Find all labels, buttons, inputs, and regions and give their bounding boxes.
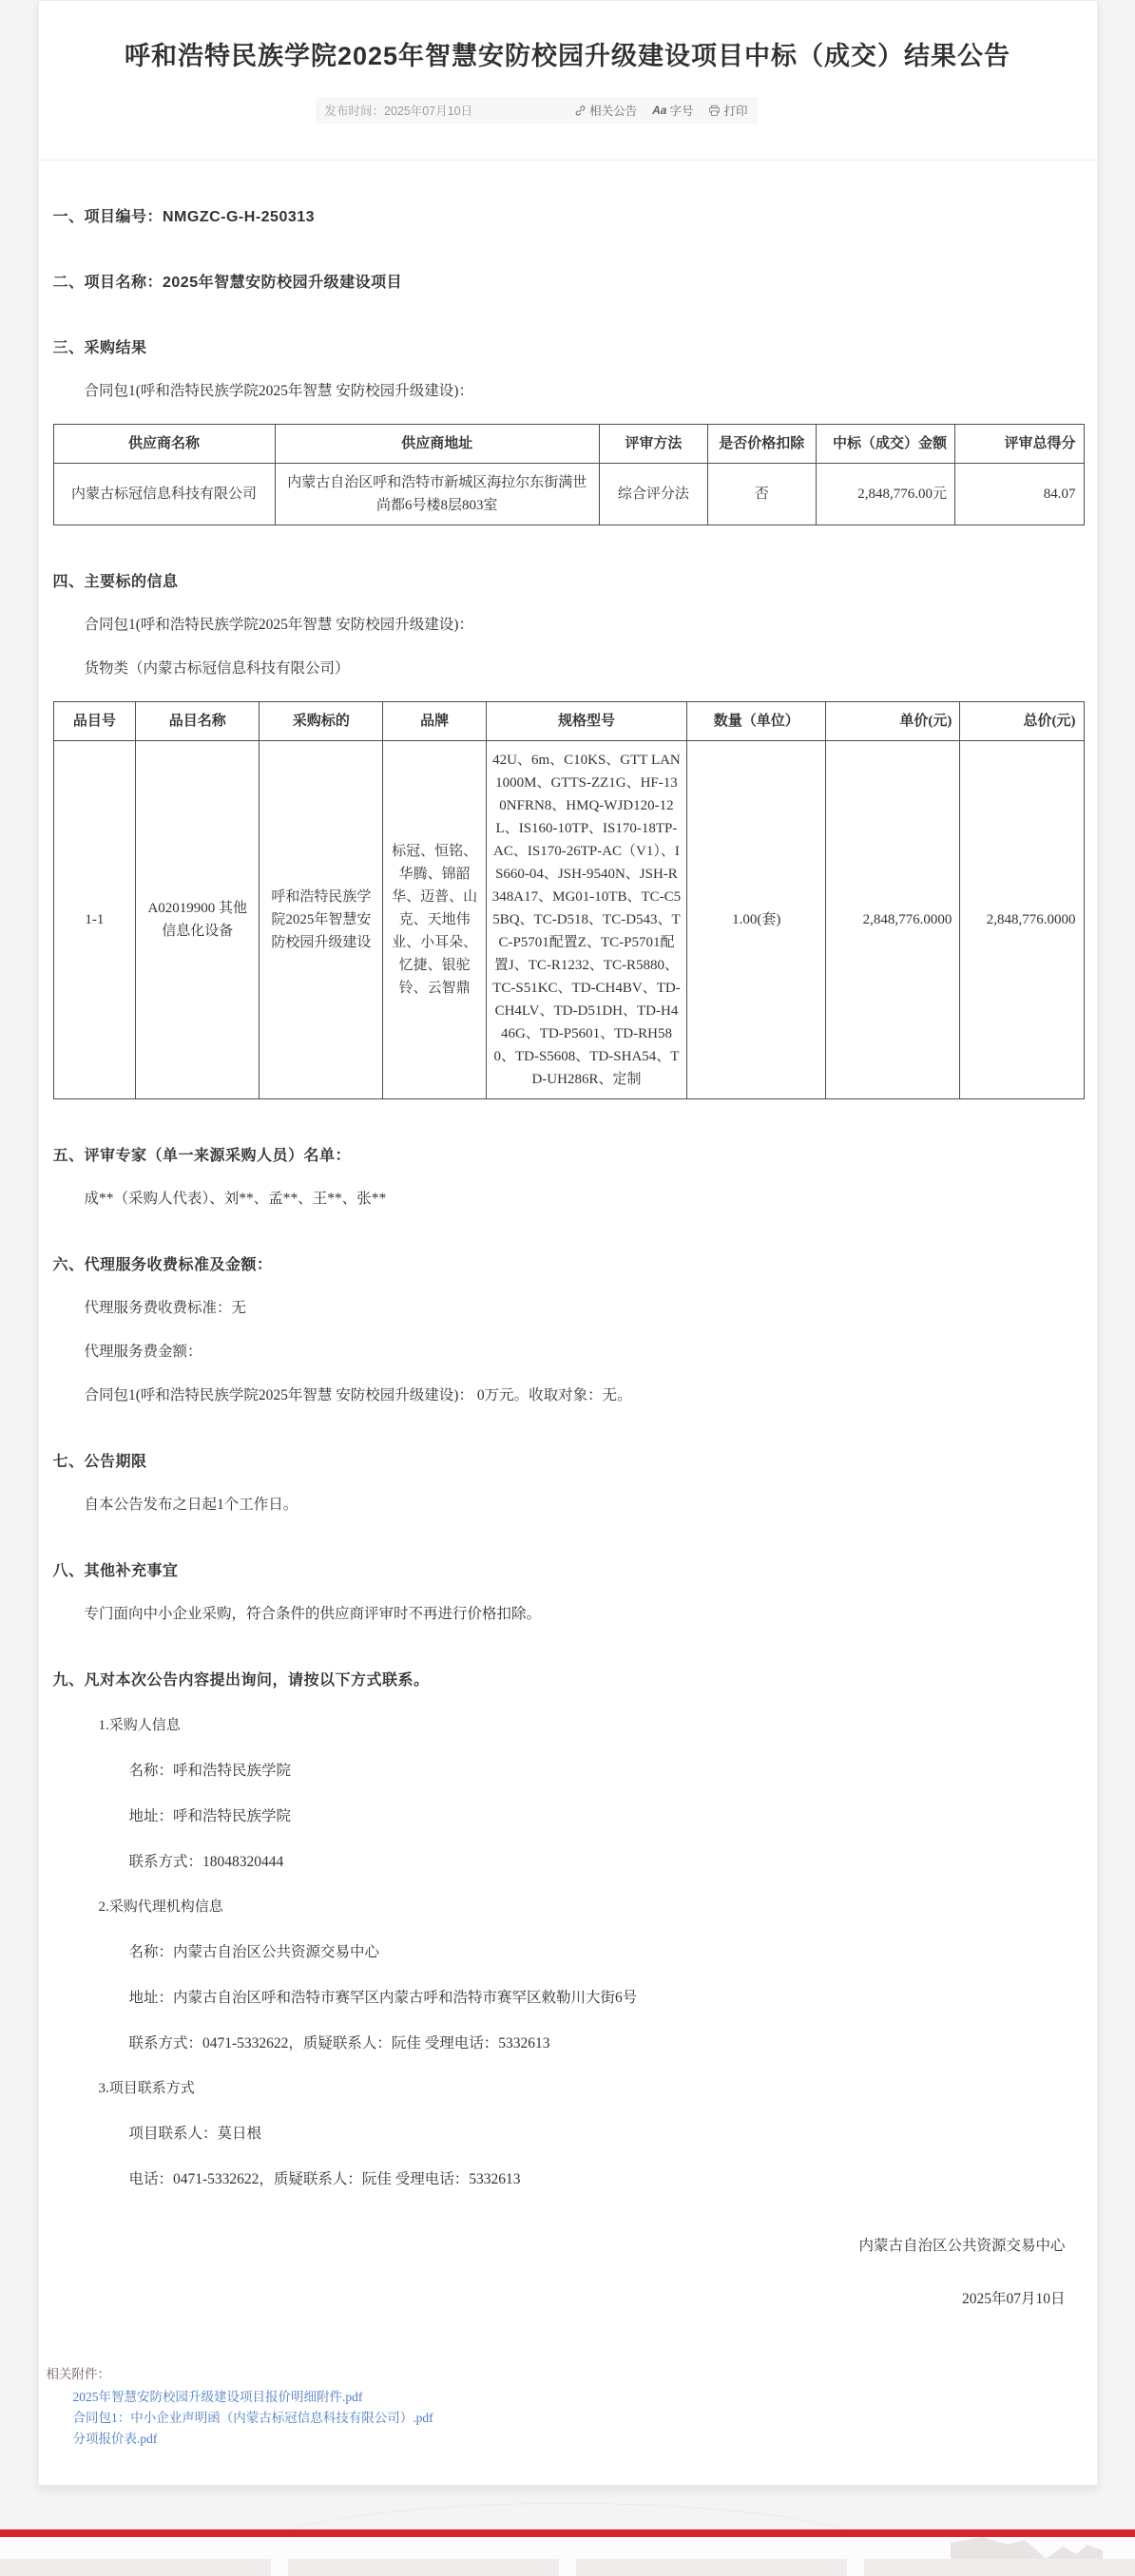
col-item-no: 品目号 <box>53 702 136 741</box>
attachments-label: 相关附件： <box>46 2367 110 2381</box>
purchaser-phone: 联系方式：18048320444 <box>128 1854 284 1870</box>
spec-model-cell: 42U、6m、C10KS、GTT LAN1000M、GTTS-ZZ1G、HF-130NFRN8、HMQ-WJD120-12L、IS160-10TP、IS170-18TP-AC、IS170-26TP-AC（V1）、IS660-04、JSH-9540N、JSH-R348A17、MG01-10TB、TC-C55BQ、TC-D518、TC-D543、TC-P5701配置Z、TC-P5701配置J、TC-R1232、TC-R5880、TC-S51KC、TD-CH4BV、TD-CH4LV、TD-D51DH、TD-H446G、TD-P5601、TD-RH580、TD-S5608、TD-SHA54、TD-UH286R、定制 <box>486 741 686 1099</box>
col-spec-model: 规格型号 <box>486 702 686 741</box>
col-subject: 采购标的 <box>260 702 383 741</box>
font-size-label: 字号 <box>669 105 694 118</box>
review-score-cell: 84.07 <box>954 464 1084 525</box>
signature-org: 内蒙古自治区公共资源交易中心 <box>858 2238 1066 2254</box>
purchaser-address: 地址：呼和浩特民族学院 <box>128 1808 292 1824</box>
related-notices-link[interactable] <box>574 102 637 119</box>
publish-time: 发布时间：2025年07月10日 <box>324 105 473 118</box>
col-review-score: 评审总得分 <box>954 425 1084 464</box>
agency-fee-package-line: 合同包1(呼和浩特民族学院2025年智慧 安防校园升级建设)： 0万元。收取对象：无。 <box>84 1387 632 1403</box>
main-subject-table <box>53 701 1085 1099</box>
agency-info-title: 2.采购代理机构信息 <box>98 1899 223 1915</box>
printer-icon <box>708 105 721 117</box>
review-method-cell: 综合评分法 <box>600 464 708 525</box>
col-supplier-name: 供应商名称 <box>53 425 275 464</box>
footer-column-block <box>864 2559 1135 2576</box>
header-divider <box>39 160 1097 161</box>
table-row <box>53 741 1084 1099</box>
attachments-section <box>39 2363 1097 2447</box>
agency-name: 名称：内蒙古自治区公共资源交易中心 <box>128 1944 380 1960</box>
section-heading-project-number: 一、项目编号：NMGZC-G-H-250313 <box>52 209 316 225</box>
table-row <box>53 464 1084 525</box>
agency-fee-amount-label: 代理服务费金额： <box>84 1344 202 1360</box>
agency-phone: 联系方式：0471-5332622，质疑联系人：阮佳 受理电话：5332613 <box>128 2035 550 2051</box>
col-price-deduction: 是否价格扣除 <box>707 425 816 464</box>
col-brand: 品牌 <box>383 702 486 741</box>
section-heading-period: 七、公告期限 <box>52 1454 147 1470</box>
total-price-cell: 2,848,776.0000 <box>960 741 1084 1099</box>
item-name-cell: A02019900 其他信息化设备 <box>136 741 260 1099</box>
col-item-name: 品目名称 <box>136 702 260 741</box>
page-footer <box>0 2537 1135 2576</box>
toolbar <box>574 102 747 119</box>
page-title: 呼和浩特民族学院2025年智慧安防校园升级建设项目中标（成交）结果公告 <box>124 42 1011 70</box>
print-button[interactable] <box>708 102 747 119</box>
print-label: 打印 <box>723 105 748 118</box>
procurement-result-table <box>53 424 1085 525</box>
col-review-method: 评审方法 <box>600 425 708 464</box>
attachment-link[interactable]: 2025年智慧安防校园升级建设项目报价明细附件.pdf <box>72 2390 363 2404</box>
font-size-icon: Aa <box>652 104 667 117</box>
signature-block <box>53 2234 1066 2308</box>
item-no-cell: 1-1 <box>53 741 136 1099</box>
price-deduction-cell: 否 <box>707 464 816 525</box>
footer-columns <box>0 2559 1135 2576</box>
col-total-price: 总价(元) <box>960 702 1084 741</box>
table-header-row <box>53 702 1084 741</box>
result-package-line: 合同包1(呼和浩特民族学院2025年智慧 安防校园升级建设)： <box>84 383 473 399</box>
project-contact-phone: 电话：0471-5332622，质疑联系人：阮佳 受理电话：5332613 <box>128 2171 521 2187</box>
supplier-name-cell: 内蒙古标冠信息科技有限公司 <box>53 464 275 525</box>
col-award-amount: 中标（成交）金额 <box>816 425 954 464</box>
col-unit-price: 单价(元) <box>826 702 960 741</box>
meta-bar <box>316 97 758 124</box>
expert-names: 成**（采购人代表）、刘**、孟**、王**、张** <box>84 1191 387 1207</box>
agency-address: 地址：内蒙古自治区呼和浩特市赛罕区内蒙古呼和浩特市赛罕区敕勒川大街6号 <box>128 1990 638 2006</box>
attachment-link[interactable]: 分项报价表.pdf <box>72 2432 158 2446</box>
agency-fee-standard: 代理服务费收费标准：无 <box>84 1300 247 1316</box>
section-heading-main-subject: 四、主要标的信息 <box>52 574 179 590</box>
section-heading-project-name: 二、项目名称：2025年智慧安防校园升级建设项目 <box>52 275 403 291</box>
project-contact-person: 项目联系人：莫日根 <box>128 2126 262 2142</box>
supplier-address-cell: 内蒙古自治区呼和浩特市新城区海拉尔东街满世尚都6号楼8层803室 <box>275 464 599 525</box>
footer-red-bar <box>0 2529 1135 2537</box>
project-contact-title: 3.项目联系方式 <box>98 2081 195 2096</box>
award-amount-cell: 2,848,776.00元 <box>816 464 954 525</box>
announcement-body <box>39 204 1097 2308</box>
footer-column-block <box>0 2559 271 2576</box>
period-content: 自本公告发布之日起1个工作日。 <box>84 1497 298 1513</box>
brand-cell: 标冠、恒铭、华腾、锦韶华、迈普、山克、天地伟业、小耳朵、忆捷、银驼铃、云智鼎 <box>383 741 486 1099</box>
purchaser-name: 名称：呼和浩特民族学院 <box>128 1763 292 1779</box>
table-header-row <box>53 425 1084 464</box>
section-heading-contact: 九、凡对本次公告内容提出询问，请按以下方式联系。 <box>52 1672 430 1689</box>
section-heading-experts: 五、评审专家（单一来源采购人员）名单： <box>52 1148 352 1164</box>
footer-column-block <box>576 2559 847 2576</box>
subject-category-line: 货物类（内蒙古标冠信息科技有限公司） <box>84 660 350 677</box>
subject-cell: 呼和浩特民族学院2025年智慧安防校园升级建设 <box>260 741 383 1099</box>
attachment-link[interactable]: 合同包1：中小企业声明函（内蒙古标冠信息科技有限公司）.pdf <box>72 2411 433 2425</box>
dashed-arc-decoration <box>235 2503 900 2529</box>
section-heading-other: 八、其他补充事宜 <box>52 1563 179 1579</box>
related-notices-label: 相关公告 <box>589 105 638 118</box>
subject-package-line: 合同包1(呼和浩特民族学院2025年智慧 安防校园升级建设)： <box>84 617 473 633</box>
font-size-button[interactable] <box>652 102 693 119</box>
col-quantity: 数量（单位） <box>687 702 826 741</box>
unit-price-cell: 2,848,776.0000 <box>826 741 960 1099</box>
link-icon <box>574 105 587 117</box>
other-content: 专门面向中小企业采购，符合条件的供应商评审时不再进行价格扣除。 <box>84 1606 542 1622</box>
footer-column-block <box>288 2559 559 2576</box>
section-heading-agency-fee: 六、代理服务收费标准及金额： <box>52 1257 273 1273</box>
purchaser-info-title: 1.采购人信息 <box>98 1718 181 1733</box>
card-footer-gap <box>0 2486 1135 2529</box>
quantity-cell: 1.00(套) <box>687 741 826 1099</box>
col-supplier-address: 供应商地址 <box>275 425 599 464</box>
section-heading-procurement-result: 三、采购结果 <box>52 340 147 356</box>
announcement-card <box>38 0 1098 2486</box>
signature-date: 2025年07月10日 <box>961 2291 1066 2307</box>
